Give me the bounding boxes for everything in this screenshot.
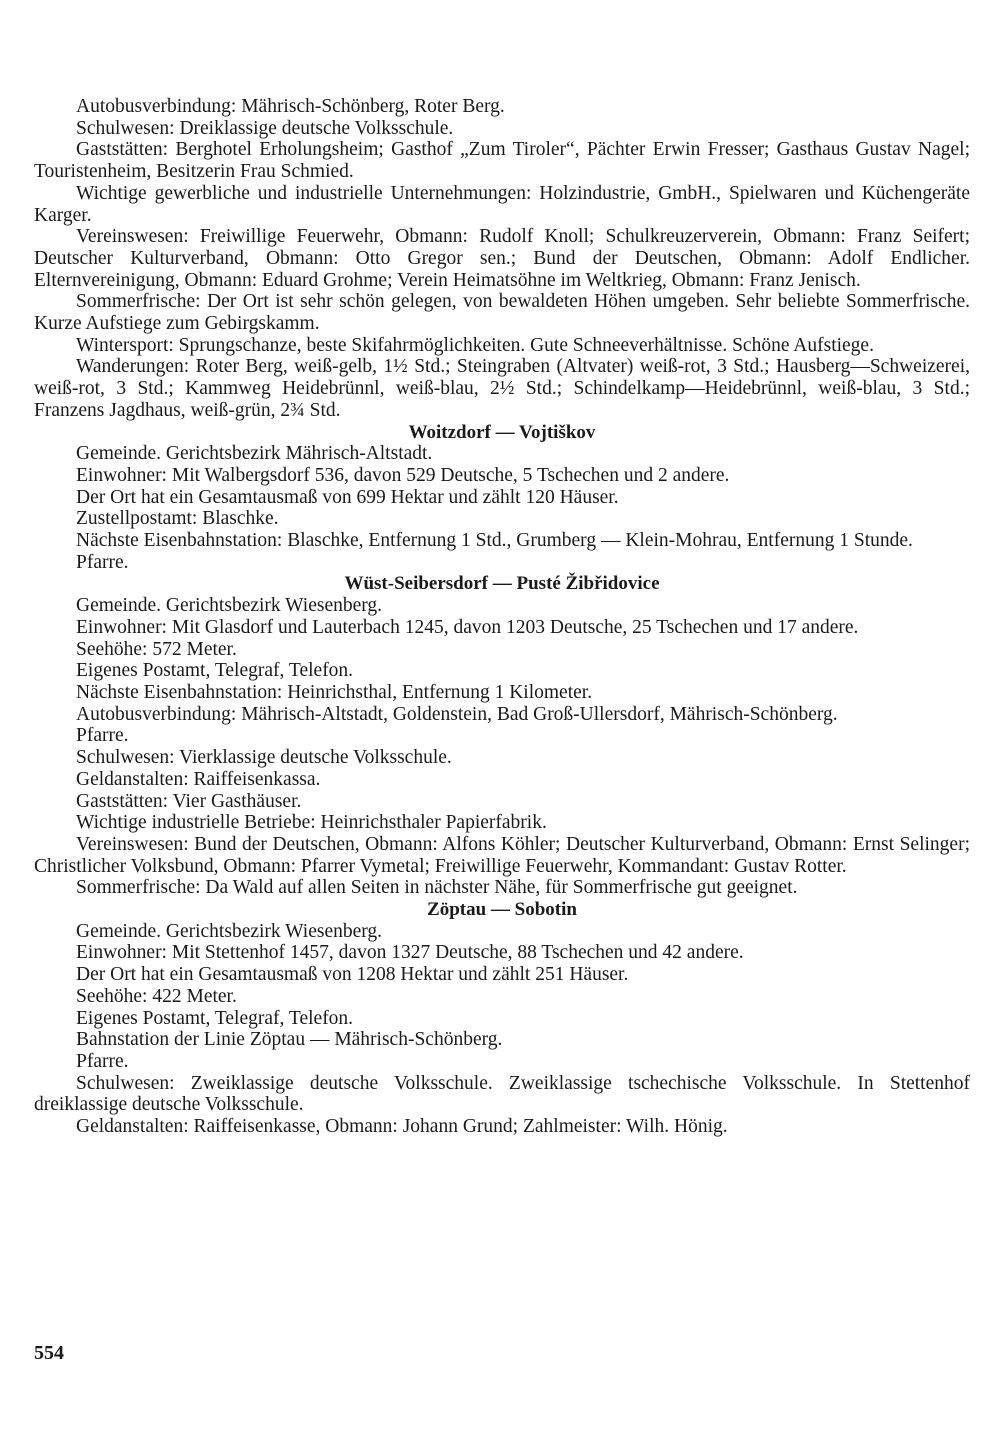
paragraph: Wintersport: Sprungschanze, beste Skifahrmöglichkeiten. Gute Schneeverhältnisse. Schöne Aufstiege.	[76, 334, 874, 356]
page-body	[34, 96, 970, 1138]
paragraph: Bahnstation der Linie Zöptau — Mährisch-Schönberg.	[76, 1029, 503, 1051]
section-heading: Woitzdorf — Vojtiškov	[408, 421, 596, 443]
section	[34, 899, 970, 1138]
paragraph: Eigenes Postamt, Telegraf, Telefon.	[76, 660, 354, 682]
section-heading: Wüst-Seibersdorf — Pusté Žibřidovice	[344, 573, 660, 595]
paragraph: Pfarre.	[76, 1050, 129, 1072]
paragraph: Vereinswesen: Bund der Deutschen, Obmann: Alfons Köhler; Deutscher Kulturverband, Obmann: Ernst Selinger; Christlicher Volksbund, Obmann: Pfarrer Vymetal; Freiwillige Feuerwehr, Kommandant: Gustav Rotter.	[34, 833, 970, 877]
section-heading: Zöptau — Sobotin	[427, 899, 577, 921]
paragraph: Gemeinde. Gerichtsbezirk Wiesenberg.	[76, 920, 383, 942]
paragraph: Wichtige industrielle Betriebe: Heinrichsthaler Papierfabrik.	[76, 812, 547, 834]
paragraph: Der Ort hat ein Gesamtausmaß von 699 Hektar und zählt 120 Häuser.	[76, 486, 619, 508]
paragraph: Der Ort hat ein Gesamtausmaß von 1208 Hektar und zählt 251 Häuser.	[76, 964, 629, 986]
paragraph: Wichtige gewerbliche und industrielle Unternehmungen: Holzindustrie, GmbH., Spielwaren und Küchengeräte Karger.	[34, 182, 970, 226]
paragraph: Einwohner: Mit Walbergsdorf 536, davon 529 Deutsche, 5 Tschechen und 2 andere.	[76, 464, 730, 486]
paragraph: Schulwesen: Zweiklassige deutsche Volksschule. Zweiklassige tschechische Volksschule. In Stettenhof dreiklassige deutsche Volksschule.	[34, 1072, 970, 1116]
paragraph: Nächste Eisenbahnstation: Blaschke, Entfernung 1 Std., Grumberg — Klein-Mohrau, Entfernung 1 Stunde.	[76, 530, 913, 552]
paragraph: Pfarre.	[76, 551, 129, 573]
paragraph: Wanderungen: Roter Berg, weiß-gelb, 1½ Std.; Steingraben (Altvater) weiß-rot, 3 Std.; Hausberg—Schweizerei, weiß-rot, 3 Std.; Kammweg Heidebrünnl, weiß-blau, 2½ Std.; Schindelkamp—Heidebrünnl, weiß-blau, 3 Std.; Franzens Jagdhaus, weiß-grün, 2¾ Std.	[34, 356, 970, 421]
paragraph: Zustellpostamt: Blaschke.	[76, 508, 279, 530]
paragraph: Geldanstalten: Raiffeisenkasse, Obmann: Johann Grund; Zahlmeister: Wilh. Hönig.	[76, 1116, 728, 1138]
paragraph: Seehöhe: 422 Meter.	[76, 985, 237, 1007]
paragraph: Pfarre.	[76, 725, 129, 747]
paragraph: Gaststätten: Berghotel Erholungsheim; Gasthof „Zum Tiroler“, Pächter Erwin Fresser; Gasthaus Gustav Nagel; Touristenheim, Besitzerin Frau Schmied.	[34, 139, 970, 183]
paragraph: Gaststätten: Vier Gasthäuser.	[76, 790, 302, 812]
paragraph: Sommerfrische: Da Wald auf allen Seiten in nächster Nähe, für Sommerfrische gut geeignet.	[76, 877, 798, 899]
page-number: 554	[34, 1342, 64, 1364]
paragraph: Schulwesen: Vierklassige deutsche Volksschule.	[76, 747, 452, 769]
section	[34, 96, 970, 422]
paragraph: Autobusverbindung: Mährisch-Schönberg, Roter Berg.	[76, 96, 505, 117]
paragraph: Geldanstalten: Raiffeisenkassa.	[76, 768, 321, 790]
paragraph: Nächste Eisenbahnstation: Heinrichsthal, Entfernung 1 Kilometer.	[76, 681, 593, 703]
section	[34, 422, 970, 574]
paragraph: Autobusverbindung: Mährisch-Altstadt, Goldenstein, Bad Groß-Ullersdorf, Mährisch-Schönberg.	[76, 703, 838, 725]
paragraph: Einwohner: Mit Glasdorf und Lauterbach 1245, davon 1203 Deutsche, 25 Tschechen und 17 andere.	[76, 616, 859, 638]
paragraph: Vereinswesen: Freiwillige Feuerwehr, Obmann: Rudolf Knoll; Schulkreuzerverein, Obmann: Franz Seifert; Deutscher Kulturverband, Obmann: Otto Gregor sen.; Bund der Deutschen, Obmann: Adolf Endlicher. Elternvereinigung, Obmann: Eduard Grohme; Verein Heimatsöhne im Weltkrieg, Obmann: Franz Jenisch.	[34, 226, 970, 291]
section	[34, 573, 970, 899]
paragraph: Eigenes Postamt, Telegraf, Telefon.	[76, 1007, 354, 1029]
paragraph: Sommerfrische: Der Ort ist sehr schön gelegen, von bewaldeten Höhen umgeben. Sehr beliebte Sommerfrische. Kurze Aufstiege zum Gebirgskamm.	[34, 291, 970, 335]
paragraph: Gemeinde. Gerichtsbezirk Mährisch-Altstadt.	[76, 443, 433, 465]
paragraph: Schulwesen: Dreiklassige deutsche Volksschule.	[76, 117, 454, 139]
paragraph: Einwohner: Mit Stettenhof 1457, davon 1327 Deutsche, 88 Tschechen und 42 andere.	[76, 942, 744, 964]
paragraph: Seehöhe: 572 Meter.	[76, 638, 237, 660]
paragraph: Gemeinde. Gerichtsbezirk Wiesenberg.	[76, 595, 383, 617]
